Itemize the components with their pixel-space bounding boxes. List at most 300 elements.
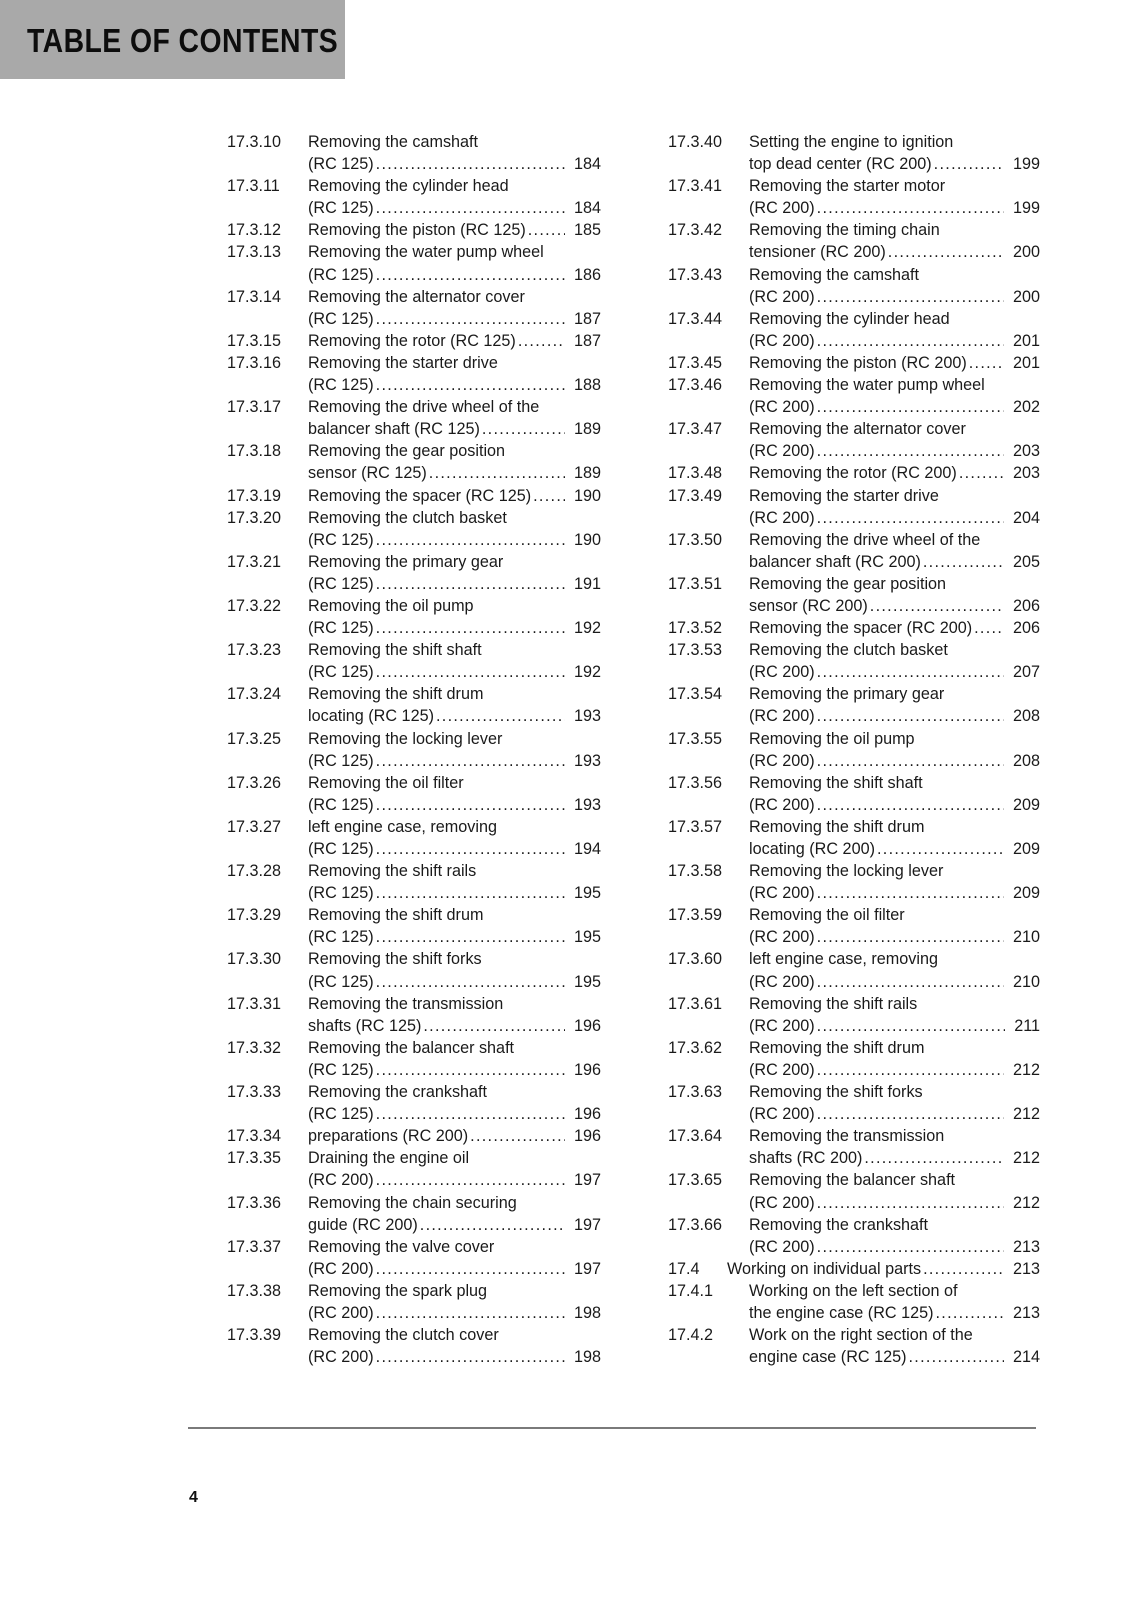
toc-entry[interactable] xyxy=(227,772,601,816)
toc-entry-title: (RC 125) xyxy=(308,574,374,593)
toc-entry-page: 214 xyxy=(1012,1348,1040,1367)
toc-entry-page: 200 xyxy=(1012,243,1040,262)
toc-entry-number: 17.3.19 xyxy=(227,486,282,505)
toc-entry-title: shafts (RC 200) xyxy=(749,1149,863,1168)
toc-entry-page: 213 xyxy=(1012,1303,1040,1322)
toc-entry-number: 17.3.37 xyxy=(227,1237,282,1256)
toc-entry[interactable] xyxy=(227,728,601,772)
toc-entry-title: Removing the piston (RC 125) xyxy=(308,221,526,240)
toc-entry[interactable] xyxy=(227,595,601,639)
toc-entry[interactable] xyxy=(227,1192,601,1236)
toc-entry-number: 17.3.22 xyxy=(227,596,282,615)
toc-entry[interactable] xyxy=(668,948,1040,992)
toc-entry-title: (RC 200) xyxy=(308,1348,374,1367)
toc-entry-title: Removing the shift drum xyxy=(308,685,484,704)
toc-entry-title: Removing the drive wheel of the xyxy=(749,530,981,549)
toc-entry-title: left engine case, removing xyxy=(308,817,497,836)
toc-entry-title: (RC 200) xyxy=(749,707,815,726)
toc-entry[interactable] xyxy=(227,175,601,219)
dot-leader xyxy=(817,197,1004,219)
toc-entry-title: Removing the shift forks xyxy=(749,1083,923,1102)
dot-leader xyxy=(518,330,565,352)
toc-entry-page: 191 xyxy=(573,574,601,593)
toc-entry-title: Removing the spacer (RC 125) xyxy=(308,486,532,505)
toc-entry-title: Removing the primary gear xyxy=(749,685,945,704)
dot-leader xyxy=(376,1169,565,1191)
toc-entry-title: balancer shaft (RC 200) xyxy=(749,552,921,571)
dot-leader xyxy=(817,926,1004,948)
toc-entry[interactable] xyxy=(227,352,601,396)
toc-entry-title: Draining the engine oil xyxy=(308,1149,470,1168)
toc-entry-title: (RC 200) xyxy=(749,1105,815,1124)
dot-leader xyxy=(376,529,565,551)
toc-entry-page: 201 xyxy=(1012,331,1040,350)
toc-entry-number: 17.3.59 xyxy=(668,906,723,925)
toc-entry-number: 17.3.65 xyxy=(668,1171,723,1190)
toc-entry-page: 196 xyxy=(573,1060,601,1079)
toc-entry-title: Removing the rotor (RC 200) xyxy=(749,464,957,483)
toc-entry[interactable] xyxy=(668,374,1040,418)
toc-entry-title: (RC 200) xyxy=(749,442,815,461)
toc-entry-number: 17.3.60 xyxy=(668,950,723,969)
toc-entry-number: 17.3.62 xyxy=(668,1038,723,1057)
toc-entry-title: sensor (RC 200) xyxy=(749,596,868,615)
dot-leader xyxy=(817,794,1004,816)
toc-entry-number: 17.3.27 xyxy=(227,817,282,836)
toc-entry-number: 17.3.64 xyxy=(668,1127,723,1146)
toc-entry-title: (RC 200) xyxy=(749,972,815,991)
toc-entry[interactable] xyxy=(668,175,1040,219)
toc-entry-title: (RC 125) xyxy=(308,972,374,991)
toc-entry-page: 212 xyxy=(1012,1193,1040,1212)
toc-entry-title: Removing the alternator cover xyxy=(308,287,525,306)
toc-entry-number: 17.3.34 xyxy=(227,1127,282,1146)
toc-entry-number: 17.3.11 xyxy=(227,177,280,196)
toc-entry-title: left engine case, removing xyxy=(749,950,938,969)
dot-leader xyxy=(376,1103,565,1125)
toc-entry-title: Removing the clutch basket xyxy=(308,508,507,527)
toc-entry-number: 17.3.23 xyxy=(227,641,282,660)
toc-entry-number: 17.3.29 xyxy=(227,906,282,925)
toc-entry[interactable] xyxy=(668,219,1040,263)
toc-entry-title: (RC 200) xyxy=(749,398,815,417)
dot-leader xyxy=(376,750,565,772)
toc-entry-number: 17.3.45 xyxy=(668,353,723,372)
toc-entry[interactable] xyxy=(227,1280,601,1324)
toc-entry-number: 17.3.63 xyxy=(668,1083,723,1102)
toc-entry-title: Removing the shift shaft xyxy=(749,773,923,792)
toc-entry[interactable] xyxy=(668,993,1040,1037)
toc-entry-number: 17.3.16 xyxy=(227,353,282,372)
toc-entry-page: 197 xyxy=(573,1259,601,1278)
toc-entry-number: 17.3.21 xyxy=(227,552,282,571)
toc-entry-number: 17.3.30 xyxy=(227,950,282,969)
toc-entry-title: (RC 200) xyxy=(749,331,815,350)
toc-entry-title: Removing the oil pump xyxy=(749,729,915,748)
toc-entry-number: 17.3.66 xyxy=(668,1215,723,1234)
toc-entry[interactable] xyxy=(227,1324,601,1368)
dot-leader xyxy=(864,1147,1004,1169)
toc-entry-page: 213 xyxy=(1012,1237,1040,1256)
toc-entry-title: tensioner (RC 200) xyxy=(749,243,886,262)
dot-leader xyxy=(969,352,1004,374)
toc-entry[interactable] xyxy=(227,948,601,992)
toc-entry-page: 210 xyxy=(1012,928,1040,947)
toc-entry-number: 17.3.14 xyxy=(227,287,282,306)
toc-entry-title: Removing the shift drum xyxy=(749,817,925,836)
dot-leader xyxy=(817,507,1004,529)
toc-entry-title: (RC 200) xyxy=(308,1259,374,1278)
toc-entry-number: 17.3.47 xyxy=(668,420,723,439)
toc-entry[interactable] xyxy=(227,440,601,484)
toc-entry-page: 184 xyxy=(573,155,601,174)
toc-entry-title: (RC 125) xyxy=(308,199,374,218)
toc-entry-page: 206 xyxy=(1012,619,1040,638)
toc-entry-title: Removing the locking lever xyxy=(749,862,944,881)
toc-entry-page: 187 xyxy=(573,309,601,328)
toc-entry[interactable] xyxy=(668,573,1040,617)
toc-entry-title: Working on the left section of xyxy=(749,1281,958,1300)
toc-entry[interactable] xyxy=(668,772,1040,816)
toc-entry[interactable] xyxy=(668,1258,1040,1280)
dot-leader xyxy=(870,595,1004,617)
toc-entry-page: 186 xyxy=(573,265,601,284)
toc-entry-number: 17.3.26 xyxy=(227,773,282,792)
dot-leader xyxy=(376,794,565,816)
dot-leader xyxy=(482,418,565,440)
toc-entry-number: 17.3.49 xyxy=(668,486,723,505)
toc-entry-number: 17.4.2 xyxy=(668,1326,714,1345)
dot-leader xyxy=(376,971,565,993)
toc-entry[interactable] xyxy=(668,1081,1040,1125)
toc-entry-page: 197 xyxy=(573,1215,601,1234)
toc-entry-title: Removing the crankshaft xyxy=(308,1083,488,1102)
toc-entry-title: Setting the engine to ignition xyxy=(749,133,954,151)
toc-entry-title: locating (RC 200) xyxy=(749,840,875,858)
toc-entry-page: 195 xyxy=(573,884,601,903)
toc-entry-number: 17.3.50 xyxy=(668,530,723,549)
toc-entry[interactable] xyxy=(227,683,601,727)
toc-entry-title: Removing the transmission xyxy=(749,1127,945,1146)
toc-entry[interactable] xyxy=(668,529,1040,573)
toc-entry-page: 193 xyxy=(573,795,601,814)
toc-entry[interactable] xyxy=(227,551,601,595)
toc-entry-page: 203 xyxy=(1012,442,1040,461)
toc-entry[interactable] xyxy=(227,507,601,551)
toc-entry[interactable] xyxy=(227,993,601,1037)
toc-entry-page: 212 xyxy=(1012,1105,1040,1124)
toc-entry[interactable] xyxy=(668,1214,1040,1258)
toc-entry-title: (RC 125) xyxy=(308,530,374,549)
toc-entry-title: Removing the starter motor xyxy=(749,177,946,196)
toc-entry[interactable] xyxy=(227,286,601,330)
toc-entry-page: 197 xyxy=(573,1171,601,1190)
toc-entry-number: 17.3.40 xyxy=(668,133,723,151)
toc-entry-title: (RC 125) xyxy=(308,884,374,903)
dot-leader xyxy=(817,1236,1004,1258)
toc-entry-number: 17.3.44 xyxy=(668,309,723,328)
toc-entry-title: (RC 200) xyxy=(749,928,815,947)
toc-entry-title: Removing the valve cover xyxy=(308,1237,495,1256)
toc-entry-number: 17.3.17 xyxy=(227,398,282,417)
toc-entry-number: 17.3.31 xyxy=(227,994,282,1013)
toc-entry-number: 17.3.61 xyxy=(668,994,723,1013)
toc-entry-title: top dead center (RC 200) xyxy=(749,155,932,174)
toc-entry-title: Removing the starter drive xyxy=(749,486,939,505)
dot-leader xyxy=(817,1059,1004,1081)
toc-entry[interactable] xyxy=(668,860,1040,904)
dot-leader xyxy=(817,1192,1004,1214)
dot-leader xyxy=(817,661,1004,683)
toc-entry-title: (RC 200) xyxy=(749,663,815,682)
toc-entry-title: Removing the primary gear xyxy=(308,552,504,571)
toc-entry-title: Removing the spacer (RC 200) xyxy=(749,619,973,638)
toc-entry-title: locating (RC 125) xyxy=(308,707,434,726)
dot-leader xyxy=(376,1059,565,1081)
toc-entry-title: Removing the clutch cover xyxy=(308,1326,499,1345)
toc-entry-number: 17.3.56 xyxy=(668,773,723,792)
toc-entry[interactable] xyxy=(227,1236,601,1280)
toc-entry-page: 193 xyxy=(573,751,601,770)
dot-leader xyxy=(923,551,1004,573)
dot-leader xyxy=(817,440,1004,462)
toc-entry-title: Removing the transmission xyxy=(308,994,504,1013)
toc-entry-title: Removing the clutch basket xyxy=(749,641,948,660)
dot-leader xyxy=(923,1258,1004,1280)
toc-entry-title: (RC 200) xyxy=(308,1171,374,1190)
toc-entry[interactable] xyxy=(668,352,1040,374)
toc-entry-page: 204 xyxy=(1012,508,1040,527)
toc-entry[interactable] xyxy=(227,241,601,285)
toc-entry-title: Removing the cylinder head xyxy=(308,177,509,196)
toc-entry-page: 198 xyxy=(573,1348,601,1367)
toc-entry-page: 190 xyxy=(573,486,601,505)
toc-entry-title: sensor (RC 125) xyxy=(308,464,427,483)
toc-entry-title: Removing the shift drum xyxy=(749,1038,925,1057)
toc-entry[interactable] xyxy=(668,308,1040,352)
toc-entry-page: 190 xyxy=(573,530,601,549)
toc-entry[interactable] xyxy=(668,639,1040,683)
toc-entry-title: (RC 200) xyxy=(749,1060,815,1079)
toc-entry-title: Removing the camshaft xyxy=(308,133,479,151)
toc-entry-title: guide (RC 200) xyxy=(308,1215,418,1234)
toc-entry-title: (RC 200) xyxy=(749,1193,815,1212)
toc-entry-title: Removing the shift shaft xyxy=(308,641,482,660)
toc-entry-number: 17.3.28 xyxy=(227,862,282,881)
toc-entry-title: Removing the shift drum xyxy=(308,906,484,925)
toc-column-right xyxy=(668,131,1040,1368)
toc-entry-title: preparations (RC 200) xyxy=(308,1127,469,1146)
dot-leader xyxy=(888,241,1004,263)
toc-entry-page: 189 xyxy=(573,420,601,439)
toc-entry[interactable] xyxy=(227,219,601,241)
dot-leader xyxy=(974,617,1004,639)
toc-entry-page: 196 xyxy=(573,1016,601,1035)
dot-leader xyxy=(817,330,1004,352)
toc-entry[interactable] xyxy=(227,1037,601,1081)
page-title: TABLE OF CONTENTS xyxy=(27,22,339,59)
dot-leader xyxy=(817,286,1004,308)
toc-entry-page: 206 xyxy=(1012,596,1040,615)
toc-entry-page: 212 xyxy=(1012,1060,1040,1079)
toc-entry-page: 210 xyxy=(1012,972,1040,991)
toc-entry-title: Removing the chain securing xyxy=(308,1193,517,1212)
toc-entry-page: 185 xyxy=(573,221,601,240)
toc-entry-number: 17.3.38 xyxy=(227,1281,282,1300)
toc-entry-number: 17.3.42 xyxy=(668,221,723,240)
toc-entry-number: 17.3.52 xyxy=(668,619,723,638)
toc-entry-page: 209 xyxy=(1012,884,1040,903)
toc-entry-number: 17.3.55 xyxy=(668,729,723,748)
toc-entry[interactable] xyxy=(227,1081,601,1125)
toc-entry-title: Removing the crankshaft xyxy=(749,1215,929,1234)
dot-leader xyxy=(376,838,565,860)
toc-entry-page: 208 xyxy=(1012,751,1040,770)
toc-entry-title: (RC 200) xyxy=(749,287,815,306)
toc-entry-title: the engine case (RC 125) xyxy=(749,1303,934,1322)
dot-leader xyxy=(376,1346,565,1368)
toc-entry-title: (RC 125) xyxy=(308,1105,374,1124)
toc-entry-title: Removing the balancer shaft xyxy=(308,1038,515,1057)
toc-entry-number: 17.3.46 xyxy=(668,376,723,395)
toc-entry-number: 17.3.58 xyxy=(668,862,723,881)
toc-entry-title: Work on the right section of the xyxy=(749,1326,973,1345)
toc-entry-page: 202 xyxy=(1012,398,1040,417)
dot-leader xyxy=(817,1015,1006,1037)
toc-entry-title: shafts (RC 125) xyxy=(308,1016,422,1035)
toc-entry-title: Removing the starter drive xyxy=(308,353,498,372)
toc-entry-title: Removing the alternator cover xyxy=(749,420,966,439)
toc-entry[interactable] xyxy=(668,131,1040,175)
toc-entry[interactable] xyxy=(668,683,1040,727)
dot-leader xyxy=(376,573,565,595)
dot-leader xyxy=(420,1214,565,1236)
toc-entry-number: 17.3.48 xyxy=(668,464,723,483)
dot-leader xyxy=(817,1103,1004,1125)
toc-entry-number: 17.3.53 xyxy=(668,641,723,660)
dot-leader xyxy=(817,882,1004,904)
toc-entry-title: Removing the locking lever xyxy=(308,729,503,748)
toc-entry-title: (RC 200) xyxy=(749,884,815,903)
toc-entry[interactable] xyxy=(668,617,1040,639)
toc-entry-number: 17.3.51 xyxy=(668,574,723,593)
toc-entry-title: Removing the balancer shaft xyxy=(749,1171,956,1190)
toc-entry-page: 189 xyxy=(573,464,601,483)
toc-entry-number: 17.4 xyxy=(668,1259,700,1278)
dot-leader xyxy=(423,1015,565,1037)
toc-entry[interactable] xyxy=(668,1280,1040,1324)
toc-entry-number: 17.3.25 xyxy=(227,729,282,748)
toc-entry-page: 194 xyxy=(573,840,601,858)
dot-leader xyxy=(817,750,1004,772)
toc-entry-title: Removing the shift rails xyxy=(749,994,918,1013)
toc-entry[interactable] xyxy=(668,485,1040,529)
toc-entry[interactable] xyxy=(668,728,1040,772)
toc-entry[interactable] xyxy=(227,860,601,904)
toc-entry-page: 208 xyxy=(1012,707,1040,726)
toc-entry-title: (RC 200) xyxy=(749,795,815,814)
toc-entry[interactable] xyxy=(668,462,1040,484)
toc-entry[interactable] xyxy=(227,639,601,683)
toc-entry-page: 207 xyxy=(1012,663,1040,682)
dot-leader xyxy=(533,485,565,507)
toc-entry[interactable] xyxy=(668,418,1040,462)
toc-entry-page: 213 xyxy=(1012,1259,1040,1278)
toc-entry-title: Removing the water pump wheel xyxy=(308,243,544,262)
toc-entry[interactable] xyxy=(227,816,601,860)
toc-entry-number: 17.4.1 xyxy=(668,1281,714,1300)
toc-entry-title: Removing the cylinder head xyxy=(749,309,950,328)
toc-entry-title: Removing the oil filter xyxy=(749,906,905,925)
toc-entry-page: 209 xyxy=(1012,795,1040,814)
toc-entry[interactable] xyxy=(668,1324,1040,1368)
toc-entry[interactable] xyxy=(668,1169,1040,1213)
dot-leader xyxy=(376,153,565,175)
toc-entry-title: (RC 125) xyxy=(308,309,374,328)
toc-entry-number: 17.3.43 xyxy=(668,265,723,284)
toc-entry-page: 209 xyxy=(1012,840,1040,858)
toc-entry-number: 17.3.15 xyxy=(227,331,282,350)
dot-leader xyxy=(376,308,565,330)
toc-entry-number: 17.3.41 xyxy=(668,177,723,196)
toc-entry[interactable] xyxy=(227,1125,601,1147)
dot-leader xyxy=(817,705,1004,727)
toc-entry-title: Removing the camshaft xyxy=(749,265,920,284)
toc-entry-page: 211 xyxy=(1014,1016,1040,1035)
toc-entry[interactable] xyxy=(227,904,601,948)
dot-leader xyxy=(376,661,565,683)
toc-entry[interactable] xyxy=(668,1037,1040,1081)
toc-column-left xyxy=(227,131,601,1368)
toc-entry-title: Removing the water pump wheel xyxy=(749,376,985,395)
toc-entry-number: 17.3.24 xyxy=(227,685,282,704)
toc-entry-title: Removing the piston (RC 200) xyxy=(749,353,967,372)
toc-entry-title: (RC 200) xyxy=(749,751,815,770)
toc-entry-title: Working on individual parts xyxy=(727,1259,922,1278)
toc-entry-title: Removing the drive wheel of the xyxy=(308,398,540,417)
toc-entry[interactable] xyxy=(227,396,601,440)
dot-leader xyxy=(470,1125,565,1147)
toc-entry-page: 193 xyxy=(573,707,601,726)
dot-leader xyxy=(817,396,1004,418)
toc-entry-title: Removing the oil pump xyxy=(308,596,474,615)
toc-entry-page: 184 xyxy=(573,199,601,218)
toc-entry-number: 17.3.36 xyxy=(227,1193,282,1212)
header-banner xyxy=(0,0,345,79)
toc-entry[interactable] xyxy=(227,330,601,352)
toc-entry-page: 195 xyxy=(573,972,601,991)
toc-entry[interactable] xyxy=(668,816,1040,860)
dot-leader xyxy=(376,1302,565,1324)
toc-entry[interactable] xyxy=(668,264,1040,308)
dot-leader xyxy=(436,705,565,727)
toc-entry-title: (RC 125) xyxy=(308,265,374,284)
toc-entry[interactable] xyxy=(227,131,601,175)
dot-leader xyxy=(877,838,1004,860)
toc-entry-number: 17.3.57 xyxy=(668,817,723,836)
footer-divider xyxy=(188,1427,1036,1429)
toc-entry-title: Removing the oil filter xyxy=(308,773,464,792)
toc-entry[interactable] xyxy=(227,485,601,507)
toc-entry[interactable] xyxy=(668,1125,1040,1169)
toc-entry-title: balancer shaft (RC 125) xyxy=(308,420,480,439)
toc-entry-page: 199 xyxy=(1012,199,1040,218)
toc-entry[interactable] xyxy=(668,904,1040,948)
toc-entry-page: 200 xyxy=(1012,287,1040,306)
toc-entry-number: 17.3.39 xyxy=(227,1326,282,1345)
toc-entry-number: 17.3.10 xyxy=(227,133,282,151)
toc-entry[interactable] xyxy=(227,1147,601,1191)
